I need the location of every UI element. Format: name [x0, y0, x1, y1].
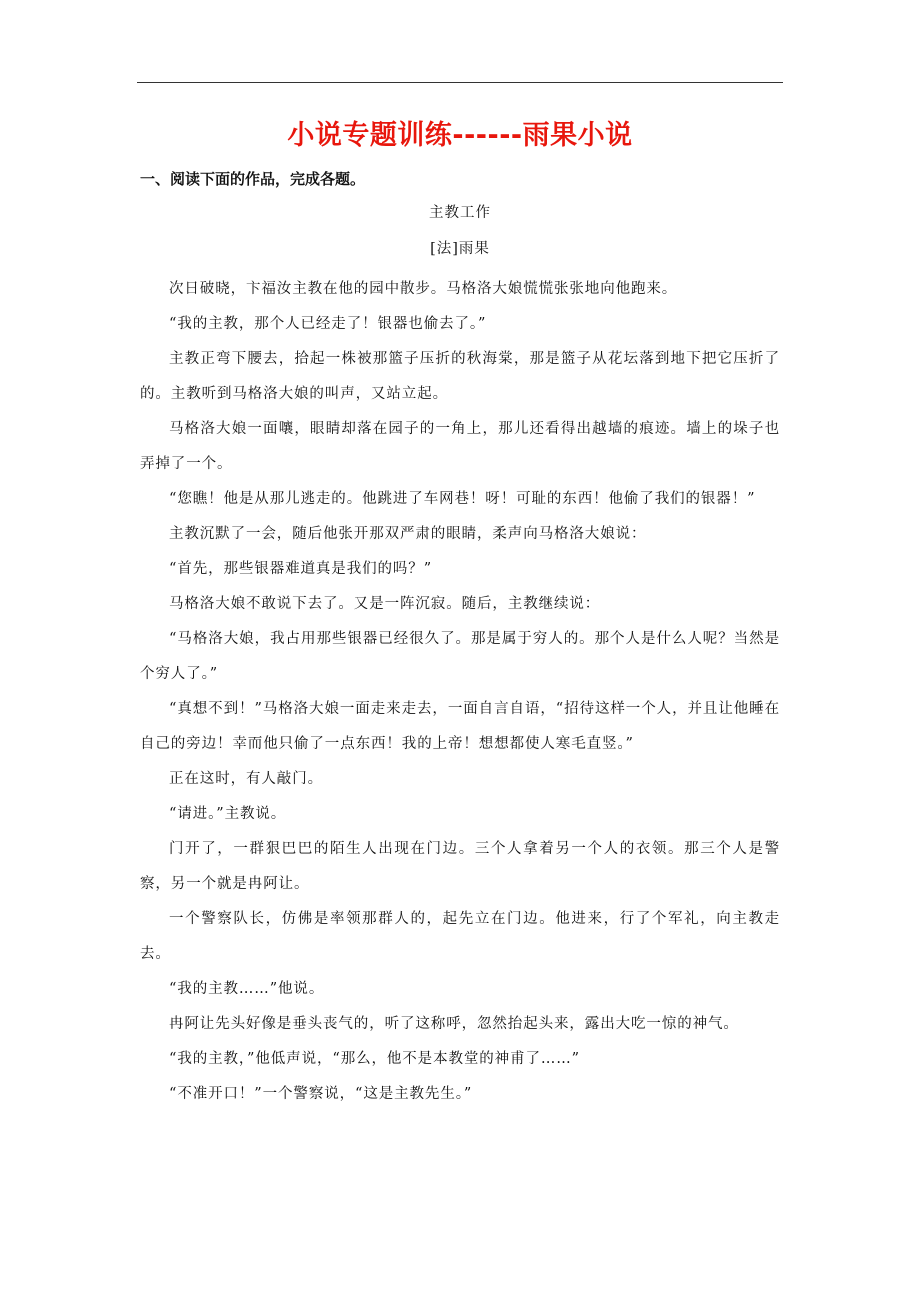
paragraph: “我的主教，”他低声说，“那么，他不是本教堂的神甫了……” — [169, 1051, 580, 1067]
story-body — [140, 272, 780, 1112]
paragraph: “马格洛大娘，我占用那些银器已经很久了。那是属于穷人的。那个人是什么人呢？当然是个穷人了。” — [140, 631, 780, 682]
document-title: 小说专题训练------雨果小说 — [287, 120, 633, 151]
paragraph: 次日破晓，卞福汝主教在他的园中散步。马格洛大娘慌慌张张地向他跑来。 — [169, 281, 678, 297]
paragraph: 主教正弯下腰去，拾起一株被那篮子压折的秋海棠，那是篮子从花坛落到地下把它压折了的。主教听到马格洛大娘的叫声，又站立起。 — [140, 351, 780, 402]
story-author: [法]雨果 — [430, 241, 490, 257]
paragraph: “我的主教，那个人已经走了！银器也偷去了。” — [169, 316, 487, 332]
paragraph: 门开了，一群狠巴巴的陌生人出现在门边。三个人拿着另一个人的衣领。那三个人是警察，另一个就是冉阿让。 — [140, 841, 780, 892]
paragraph: “首先，那些银器难道真是我们的吗？” — [169, 561, 433, 577]
paragraph: “我的主教……”他说。 — [169, 981, 325, 997]
paragraph: “真想不到！”马格洛大娘一面走来走去，一面自言自语，“招待这样一个人，并且让他睡在自己的旁边！幸而他只偷了一点东西！我的上帝！想想都使人寒毛直竖。” — [140, 701, 780, 752]
paragraph: 马格洛大娘不敢说下去了。又是一阵沉寂。随后，主教继续说： — [169, 596, 601, 612]
story-title: 主教工作 — [429, 205, 491, 221]
section-heading: 一、阅读下面的作品，完成各题。 — [140, 170, 366, 188]
paragraph: 主教沉默了一会，随后他张开那双严肃的眼睛，柔声向马格洛大娘说： — [169, 526, 647, 542]
paragraph: 马格洛大娘一面嚷，眼睛却落在园子的一角上，那儿还看得出越墙的痕迹。墙上的垛子也弄掉了一个。 — [140, 421, 780, 472]
paragraph: “请进。”主教说。 — [169, 806, 287, 822]
paragraph: “不准开口！”一个警察说，“这是主教先生。” — [169, 1086, 473, 1102]
paragraph: “您瞧！他是从那儿逃走的。他跳进了车网巷！呀！可耻的东西！他偷了我们的银器！” — [169, 491, 756, 507]
header-rule — [137, 82, 783, 83]
paragraph: 正在这时，有人敲门。 — [169, 771, 323, 787]
paragraph: 冉阿让先头好像是垂头丧气的，听了这称呼，忽然抬起头来，露出大吃一惊的神气。 — [169, 1016, 739, 1032]
paragraph: 一个警察队长，仿佛是率领那群人的，起先立在门边。他进来，行了个军礼，向主教走去。 — [140, 911, 780, 962]
